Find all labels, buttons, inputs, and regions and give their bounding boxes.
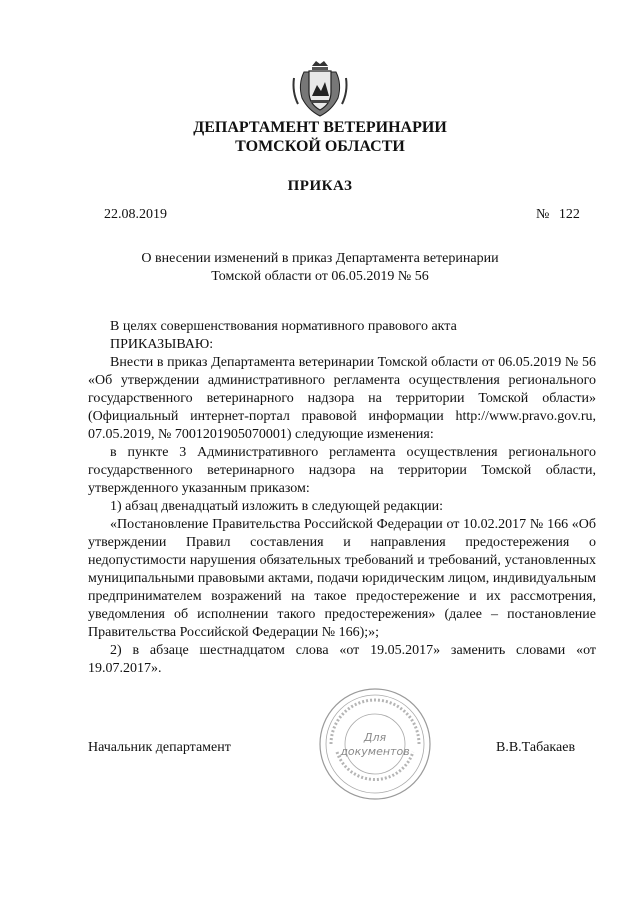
paragraph-quote: «Постановление Правительства Российской Федерации от 10.02.2017 № 166 «Об утверждении Правил составления и направления предостережения о недопустимости нарушения обязательных требований и требований, установленных муниципальными правовыми актами, подачи юридическим лицом, индивидуальным предпринимателем возражений на такое предостережение и их рассмотрения, уведомления об исполнении такого предостережения» (далее – постановление Правительства Российской Федерации № 166);»; <box>88 517 596 640</box>
signatory-name: В.В.Табакаев <box>496 740 576 755</box>
paragraph-main: Внести в приказ Департамента ветеринарии Томской области от 06.05.2019 № 56 «Об утверждении административного регламента осуществления регионального государственного ветеринарного надзора на территории Томской области» (Официальный интернет-портал правовой информации http://www.pravo.gov.ru, 07.05.2019, № 7001201905070001) следующие изменения: <box>88 355 596 442</box>
org-line-1: ДЕПАРТАМЕНТ ВЕТЕРИНАРИИ <box>193 119 447 136</box>
paragraph-clause-3: в пункте 3 Административного регламента осуществления регионального государственного ветеринарного надзора на территории Томской области, утвержденного указанным приказом: <box>88 445 596 496</box>
organization-name <box>0 118 640 156</box>
document-type: ПРИКАЗ <box>287 178 353 194</box>
paragraph-item-2: 2) в абзаце шестнадцатом слова «от 19.05.2017» заменить словами «от 19.07.2017». <box>88 643 596 676</box>
seal-stamp <box>317 686 433 802</box>
signatory-position: Начальник департамент <box>88 740 231 755</box>
paragraph-order: ПРИКАЗЫВАЮ: <box>110 337 214 352</box>
document-subject <box>0 250 640 286</box>
paragraph-preamble: В целях совершенствования нормативного правового акта <box>110 319 457 334</box>
subject-line-1: О внесении изменений в приказ Департамента ветеринарии <box>141 251 499 266</box>
document-number: № 122 <box>536 207 580 222</box>
document-body <box>88 318 596 678</box>
coat-of-arms-icon <box>290 58 350 120</box>
stamp-center-line-2: документов <box>340 745 410 758</box>
paragraph-item-1: 1) абзац двенадцатый изложить в следующей редакции: <box>110 499 444 514</box>
org-line-2: ТОМСКОЙ ОБЛАСТИ <box>235 138 405 155</box>
stamp-center-line-1: Для <box>363 731 387 744</box>
document-date: 22.08.2019 <box>104 207 167 222</box>
subject-line-2: Томской области от 06.05.2019 № 56 <box>211 269 429 284</box>
